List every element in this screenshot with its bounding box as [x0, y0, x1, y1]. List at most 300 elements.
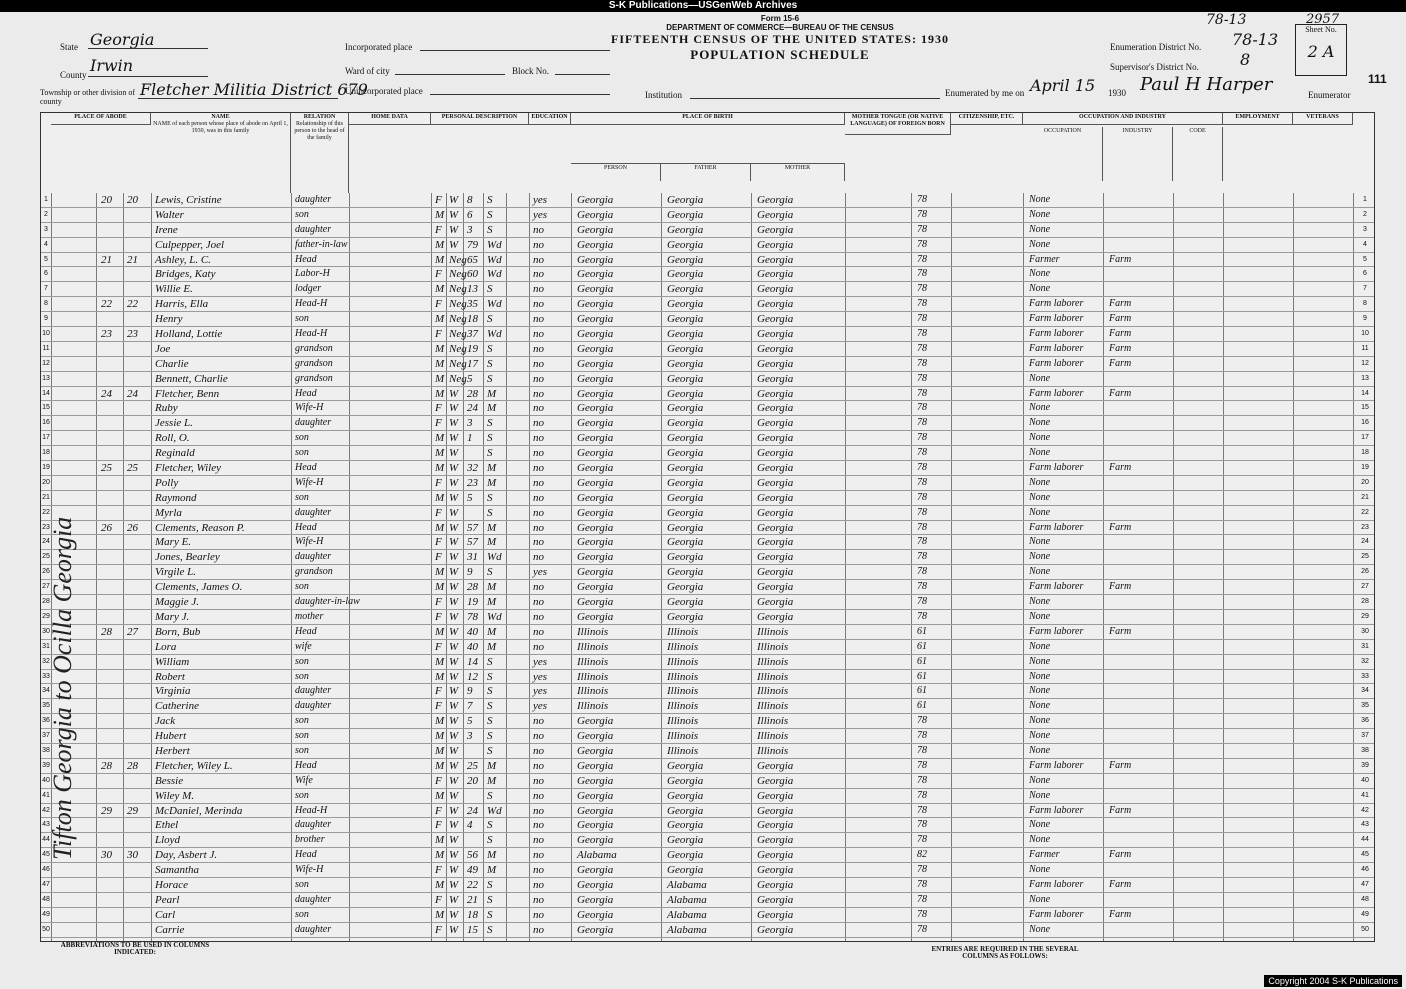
cell-mar: S — [487, 670, 493, 683]
cell-rel: Labor-H — [295, 268, 330, 280]
cell-age: 8 — [467, 194, 473, 206]
cell-pp: Georgia — [577, 744, 614, 757]
line-number: 30 — [1361, 627, 1369, 635]
state-label: State — [60, 42, 78, 52]
cell-name: Culpepper, Joel — [155, 238, 225, 251]
cell-sex: M — [435, 789, 445, 802]
cell-ind: Farm — [1109, 357, 1132, 369]
cell-pp: Illinois — [577, 625, 609, 638]
cell-rel: son — [295, 447, 309, 459]
cell-pp: Georgia — [577, 387, 614, 400]
cell-fa: Georgia — [667, 402, 704, 415]
cell-fa: Illinois — [667, 655, 699, 668]
line-number: 5 — [44, 255, 48, 263]
cell-sex: M — [435, 849, 445, 862]
cell-mt: 78 — [917, 551, 927, 563]
cell-sch: no — [533, 819, 544, 832]
cell-rel: daughter — [295, 223, 332, 235]
cell-occ: None — [1029, 923, 1051, 935]
cell-rel: Head — [295, 759, 317, 771]
cell-sch: no — [533, 625, 544, 638]
cell-pp: Georgia — [577, 491, 614, 504]
cell-rel: son — [295, 744, 309, 756]
cell-mo: Georgia — [757, 313, 794, 326]
cell-age: 5 — [467, 715, 473, 728]
line-number: 24 — [1361, 538, 1369, 546]
cell-ind: Farm — [1109, 581, 1132, 593]
cell-ind — [1107, 833, 1173, 847]
cell-pp: Georgia — [577, 357, 614, 370]
cell-mo: Georgia — [757, 521, 794, 534]
cell-fa: Illinois — [667, 744, 699, 757]
table-row — [41, 774, 1374, 789]
cell-mo: Georgia — [757, 387, 794, 400]
cell-ind — [1107, 684, 1173, 698]
cell-dw — [99, 342, 123, 356]
cell-fa: Georgia — [667, 566, 704, 579]
cell-occ: None — [1029, 774, 1051, 786]
cell-fam — [125, 878, 151, 892]
cell-mar: Wd — [487, 298, 502, 311]
cell-fa: Illinois — [667, 715, 699, 728]
cell-mar: S — [487, 491, 493, 504]
cell-mt: 78 — [917, 432, 927, 444]
cell-pp: Georgia — [577, 759, 614, 772]
sheet-value: 2 A — [1307, 42, 1335, 61]
cell-rel: grandson — [295, 566, 333, 578]
line-number: 32 — [1361, 657, 1369, 665]
cell-occ: Farm laborer — [1029, 313, 1084, 325]
cell-sch: yes — [533, 208, 548, 221]
table-row — [41, 372, 1374, 387]
line-number: 9 — [44, 315, 48, 323]
cell-sch: yes — [533, 700, 548, 713]
cell-occ: Farm laborer — [1029, 581, 1084, 593]
cell-pp: Georgia — [577, 774, 614, 787]
cell-age: 9 — [467, 566, 473, 579]
table-row — [41, 357, 1374, 372]
cell-fa: Alabama — [667, 923, 707, 936]
state-underline — [88, 48, 208, 49]
cell-age — [465, 446, 483, 460]
cell-pp: Georgia — [577, 610, 614, 623]
cell-pp: Georgia — [577, 521, 614, 534]
cell-fa: Illinois — [667, 700, 699, 713]
line-number: 22 — [1361, 508, 1369, 516]
cell-fa: Georgia — [667, 521, 704, 534]
cell-race: W — [449, 462, 459, 475]
cell-pp: Georgia — [577, 372, 614, 385]
block-label: Block No. — [512, 66, 549, 76]
line-number: 3 — [44, 225, 48, 233]
line-number: 15 — [42, 404, 50, 412]
cell-fam — [125, 699, 151, 713]
cell-dw — [99, 640, 123, 654]
cell-race: W — [449, 476, 459, 489]
cell-name: Raymond — [155, 491, 197, 504]
cell-dw — [99, 714, 123, 728]
cell-fa: Georgia — [667, 849, 704, 862]
col-name-desc: NAME of each person whose place of abode on April 1, 1930, was in this family — [153, 121, 288, 134]
cell-fam — [125, 491, 151, 505]
line-number: 34 — [1361, 687, 1369, 695]
line-number: 25 — [42, 553, 50, 561]
cell-rel: son — [295, 581, 309, 593]
cell-race: W — [449, 536, 459, 549]
table-row — [41, 387, 1374, 402]
cell-ind — [1107, 774, 1173, 788]
line-number: 11 — [1361, 344, 1369, 352]
cell-ind — [1107, 372, 1173, 386]
table-row — [41, 416, 1374, 431]
cell-age: 18 — [467, 908, 478, 921]
cell-race: W — [449, 238, 459, 251]
line-number: 37 — [1361, 732, 1369, 740]
cell-name: Walter — [155, 208, 184, 221]
cell-dw — [99, 238, 123, 252]
cell-sch: no — [533, 238, 544, 251]
line-number: 16 — [42, 419, 50, 427]
cell-mt: 78 — [917, 774, 927, 786]
cell-fam — [125, 372, 151, 386]
cell-mo: Georgia — [757, 893, 794, 906]
cell-sch: no — [533, 789, 544, 802]
cell-occ: None — [1029, 700, 1051, 712]
cell-name: Maggie J. — [155, 596, 199, 609]
line-number: 44 — [1361, 836, 1369, 844]
table-row — [41, 699, 1374, 714]
cell-age: 40 — [467, 625, 478, 638]
line-number: 37 — [42, 732, 50, 740]
cell-age — [465, 506, 483, 520]
cell-sex: M — [435, 670, 445, 683]
cell-fa: Georgia — [667, 283, 704, 296]
cell-mo: Georgia — [757, 194, 794, 206]
cell-fa: Georgia — [667, 372, 704, 385]
cell-mar: Wd — [487, 804, 502, 817]
form-number: Form 15-6 — [760, 14, 800, 23]
line-number: 2 — [44, 210, 48, 218]
line-number: 12 — [1361, 359, 1369, 367]
cell-mo: Georgia — [757, 596, 794, 609]
cell-occ: Farm laborer — [1029, 804, 1084, 816]
line-number: 4 — [44, 240, 48, 248]
table-row — [41, 461, 1374, 476]
page-number: 111 — [1368, 72, 1387, 86]
cell-fa: Alabama — [667, 878, 707, 891]
cell-rel: daughter-in-law — [295, 596, 360, 608]
line-number: 9 — [1363, 315, 1367, 323]
cell-name: Samantha — [155, 864, 199, 877]
corner-ed-note: 78-13 — [1206, 12, 1247, 28]
cell-ind — [1107, 670, 1173, 684]
col-industry: INDUSTRY — [1103, 127, 1173, 181]
cell-sch: no — [533, 223, 544, 236]
cell-race: Neg — [449, 298, 467, 311]
line-number: 6 — [44, 270, 48, 278]
cell-pp: Georgia — [577, 566, 614, 579]
group-place-of-abode: PLACE OF ABODE — [51, 113, 151, 125]
cell-race: W — [449, 744, 459, 757]
cell-sex: M — [435, 357, 445, 370]
cell-fa: Georgia — [667, 328, 704, 341]
cell-dw — [99, 565, 123, 579]
line-number: 36 — [42, 717, 50, 725]
cell-race: W — [449, 640, 459, 653]
cell-mt: 78 — [917, 223, 927, 235]
unincorporated-label: Unincorporated place — [345, 86, 423, 96]
sheet-box — [1295, 24, 1347, 76]
cell-mar: M — [487, 581, 497, 594]
cell-sex: M — [435, 834, 445, 847]
line-number: 7 — [44, 285, 48, 293]
cell-age: 57 — [467, 521, 478, 534]
cell-age: 4 — [467, 819, 473, 832]
cell-mt: 78 — [917, 819, 927, 831]
cell-ind — [1107, 565, 1173, 579]
cell-mar: S — [487, 923, 493, 936]
cell-race: W — [449, 596, 459, 609]
cell-dw — [99, 476, 123, 490]
cell-mo: Georgia — [757, 774, 794, 787]
cell-occ: None — [1029, 432, 1051, 444]
cell-ind — [1107, 818, 1173, 832]
cell-mt: 78 — [917, 536, 927, 548]
cell-sex: F — [435, 640, 442, 653]
cell-mt: 61 — [917, 700, 927, 712]
cell-fam — [125, 923, 151, 937]
table-row — [41, 684, 1374, 699]
cell-occ: None — [1029, 685, 1051, 697]
ed-label: Enumeration District No. — [1110, 42, 1202, 52]
cell-rel: Head — [295, 521, 317, 533]
group-education: EDUCATION — [529, 113, 571, 125]
cell-pp: Georgia — [577, 864, 614, 877]
cell-sch: no — [533, 640, 544, 653]
cell-sch: no — [533, 491, 544, 504]
cell-fa: Alabama — [667, 893, 707, 906]
cell-fa: Georgia — [667, 194, 704, 206]
cell-race: W — [449, 834, 459, 847]
cell-dw — [99, 550, 123, 564]
cell-fa: Georgia — [667, 313, 704, 326]
cell-dw: 22 — [101, 298, 112, 311]
cell-name: Irene — [155, 223, 178, 236]
cell-name: Polly — [155, 476, 179, 489]
cell-occ: None — [1029, 476, 1051, 488]
cell-sex: M — [435, 462, 445, 475]
line-number: 49 — [42, 910, 50, 918]
cell-occ: Farm laborer — [1029, 387, 1084, 399]
line-number: 25 — [1361, 553, 1369, 561]
cell-race: W — [449, 923, 459, 936]
cell-sch: yes — [533, 566, 548, 579]
cell-name: Ruby — [155, 402, 178, 415]
cell-dw: 24 — [101, 387, 112, 400]
cell-mo: Georgia — [757, 283, 794, 296]
cell-mt: 78 — [917, 194, 927, 205]
cell-sex: F — [435, 923, 442, 936]
cell-pp: Georgia — [577, 447, 614, 460]
cell-occ: Farm laborer — [1029, 328, 1084, 340]
cell-rel: Head-H — [295, 298, 328, 310]
cell-mt: 78 — [917, 238, 927, 250]
cell-pp: Georgia — [577, 476, 614, 489]
cell-occ: None — [1029, 447, 1051, 459]
line-number: 35 — [1361, 702, 1369, 710]
line-number: 30 — [42, 627, 50, 635]
cell-name: Myrla — [155, 506, 182, 519]
cell-mar: M — [487, 387, 497, 400]
cell-ind — [1107, 789, 1173, 803]
cell-sex: M — [435, 447, 445, 460]
table-row — [41, 878, 1374, 893]
cell-age: 79 — [467, 238, 478, 251]
cell-race: W — [449, 625, 459, 638]
cell-ind: Farm — [1109, 625, 1132, 637]
cell-mo: Georgia — [757, 551, 794, 564]
unincorporated-underline — [430, 94, 610, 95]
table-row — [41, 655, 1374, 670]
cell-age: 65 — [467, 253, 478, 266]
cell-mo: Illinois — [757, 715, 789, 728]
cell-sex: M — [435, 253, 445, 266]
cell-occ: Farm laborer — [1029, 625, 1084, 637]
cell-pp: Georgia — [577, 402, 614, 415]
cell-sch: yes — [533, 655, 548, 668]
cell-pp: Georgia — [577, 834, 614, 847]
cell-dw — [99, 670, 123, 684]
cell-age: 40 — [467, 640, 478, 653]
cell-mar: S — [487, 700, 493, 713]
cell-mo: Georgia — [757, 506, 794, 519]
cell-sch: no — [533, 834, 544, 847]
cell-sex: M — [435, 342, 445, 355]
cell-name: McDaniel, Merinda — [155, 804, 243, 817]
cell-race: W — [449, 685, 459, 698]
cell-mt: 78 — [917, 923, 927, 935]
table-row — [41, 923, 1374, 938]
cell-mar: M — [487, 625, 497, 638]
line-number: 4 — [1363, 240, 1367, 248]
cell-occ: None — [1029, 551, 1051, 563]
cell-occ: None — [1029, 194, 1051, 205]
cell-name: Carrie — [155, 923, 185, 936]
cell-mo: Illinois — [757, 625, 789, 638]
cell-pp: Georgia — [577, 908, 614, 921]
cell-mt: 78 — [917, 491, 927, 503]
cell-pp: Georgia — [577, 551, 614, 564]
cell-dw — [99, 863, 123, 877]
cell-dw — [99, 923, 123, 937]
cell-sex: M — [435, 878, 445, 891]
table-row — [41, 238, 1374, 253]
table-row — [41, 565, 1374, 580]
cell-ind: Farm — [1109, 298, 1132, 310]
line-number: 10 — [1361, 330, 1369, 338]
cell-race: W — [449, 700, 459, 713]
cell-fam: 25 — [127, 462, 138, 475]
table-row — [41, 521, 1374, 536]
cell-rel: son — [295, 491, 309, 503]
col-relation-title: RELATION — [303, 114, 336, 120]
cell-fam — [125, 223, 151, 237]
enumerated-date: April 15 — [1030, 76, 1096, 95]
cell-race: W — [449, 908, 459, 921]
cell-occ: None — [1029, 223, 1051, 235]
cell-mar: M — [487, 536, 497, 549]
cell-mt: 78 — [917, 834, 927, 846]
corner-code: 2957 — [1306, 12, 1340, 27]
cell-sex: M — [435, 908, 445, 921]
cell-mar: Wd — [487, 253, 502, 266]
cell-sex: F — [435, 596, 442, 609]
cell-name: Mary J. — [155, 610, 190, 623]
cell-dw: 28 — [101, 759, 112, 772]
cell-ind — [1107, 208, 1173, 222]
cell-name: Harris, Ella — [155, 298, 209, 311]
cell-rel: Wife — [295, 774, 313, 786]
census-grid — [40, 112, 1375, 942]
cell-pp: Georgia — [577, 283, 614, 296]
cell-name: Reginald — [155, 447, 195, 460]
line-number: 28 — [42, 598, 50, 606]
cell-race: Neg — [449, 313, 467, 326]
cell-rel: daughter — [295, 893, 332, 905]
cell-name: Jessie L. — [155, 417, 193, 430]
cell-age: 56 — [467, 849, 478, 862]
cell-pp: Alabama — [577, 849, 617, 862]
line-number: 8 — [1363, 300, 1367, 308]
cell-sex: M — [435, 372, 445, 385]
line-number: 31 — [42, 642, 50, 650]
cell-fa: Georgia — [667, 596, 704, 609]
cell-rel: daughter — [295, 923, 332, 935]
enumerator-label: Enumerator — [1308, 90, 1351, 100]
cell-mo: Illinois — [757, 640, 789, 653]
cell-dw: 26 — [101, 521, 112, 534]
line-number: 13 — [42, 374, 50, 382]
cell-sch: no — [533, 476, 544, 489]
cell-sex: F — [435, 402, 442, 415]
cell-name: Herbert — [155, 744, 190, 757]
cell-race: W — [449, 759, 459, 772]
cell-mt: 78 — [917, 402, 927, 414]
cell-age: 3 — [467, 223, 473, 236]
cell-fa: Georgia — [667, 491, 704, 504]
cell-pp: Georgia — [577, 462, 614, 475]
cell-ind: Farm — [1109, 253, 1132, 265]
cell-rel: daughter — [295, 685, 332, 697]
cell-pp: Georgia — [577, 208, 614, 221]
cell-mt: 78 — [917, 462, 927, 474]
cell-mo: Georgia — [757, 878, 794, 891]
cell-age — [465, 744, 483, 758]
cell-fam — [125, 655, 151, 669]
cell-occ: None — [1029, 417, 1051, 429]
col-birth-mother: MOTHER — [751, 163, 845, 181]
cell-dw — [99, 893, 123, 907]
line-number: 44 — [42, 836, 50, 844]
cell-race: W — [449, 417, 459, 430]
cell-race: W — [449, 402, 459, 415]
cell-sex: F — [435, 551, 442, 564]
cell-ind: Farm — [1109, 313, 1132, 325]
cell-fa: Georgia — [667, 253, 704, 266]
line-number: 47 — [42, 880, 50, 888]
cell-mt: 61 — [917, 670, 927, 682]
cell-pp: Georgia — [577, 596, 614, 609]
